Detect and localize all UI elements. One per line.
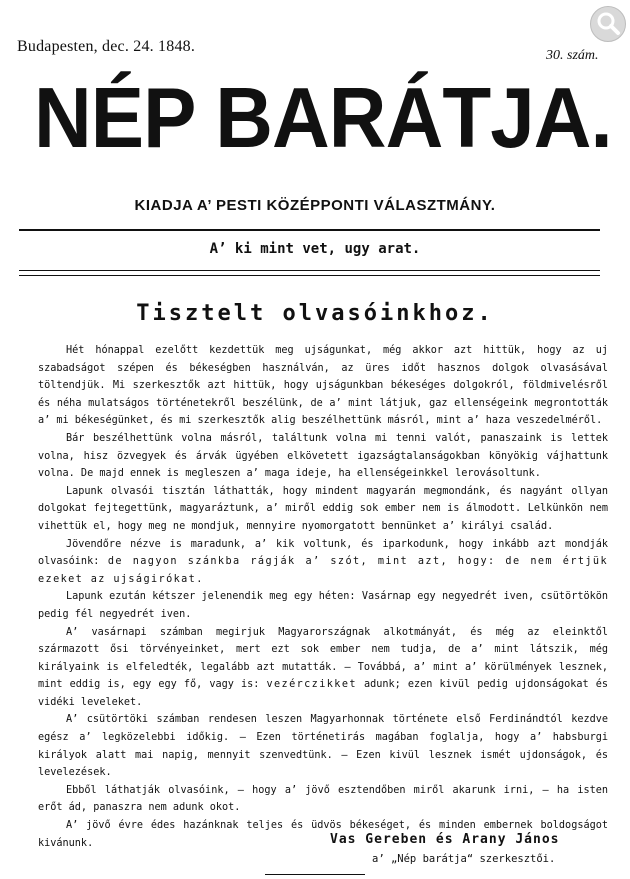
paragraph: A’ csütörtöki számban rendesen leszen Magyarhonnak története első Ferdinándtól kezdve egész a’ legközelebbi időkig. — Ezen történetirás magában foglalja, hogy a’ habsburgi királyok alatt mai napig, mennyit szenvedtünk. — Ezen kivül lesznek ismét ujdonságok, és levelezések. <box>38 714 608 779</box>
paragraph <box>38 624 608 712</box>
paragraph: Ebből láthatják olvasóink, — hogy a’ jövő esztendőben miről akarunk irni, — ha isten erőt ád, panaszra nem adunk okot. <box>38 784 608 814</box>
issue-date: Budapesten, dec. 24. 1848. <box>17 38 196 55</box>
paragraph: Hét hónappal ezelőtt kezdettük meg ujságunkat, még akkor azt hittük, hogy az uj szabadságot szépen és békeségben használván, az üres időt hasznos dolgok olvasásával töltendjük. Mi szerkesztők azt hittük, hogy ujságunkban békeséges dolgokról, földmivelésről és néha mulatságos történetekről beszélünk, de a’ mint látjuk, gaz ellenségeink megrontották a’ mi békeségünket, és mi szerkesztők alig beszélhettünk másról, mint a’ haza veszedelméről. <box>38 345 608 427</box>
zoom-button[interactable] <box>590 6 626 42</box>
magnifier-icon <box>591 7 625 41</box>
emphasized-text: vezérczikket <box>266 679 357 691</box>
paragraph: Lapunk ezután kétszer jelenendik meg egy héten: Vasárnap egy negyedrét iven, csütörtökön pedig fél negyedrét iven. <box>38 591 608 620</box>
emphasized-text: de nagyon szánkba rágják a’ szót, mint azt, hogy: de nem értjük ezeket az ujságirókat. <box>38 556 608 585</box>
paragraph-text: adunk; ezen kivül pedig ujdonságokat és vidéki leveleket. <box>38 679 608 708</box>
publisher-line: KIADJA A’ PESTI KÖZÉPPONTI VÁLASZTMÁNY. <box>134 197 496 214</box>
rule-bottom <box>265 874 365 875</box>
signature-names: Vas Gereben és Arany János <box>330 832 560 847</box>
signature-role: a’ „Nép barátja“ szerkesztői. <box>372 853 556 865</box>
paragraph: A’ jövő évre édes hazánknak teljes és üdvös békeséget, és minden embernek boldogságot kivánunk. <box>38 820 608 849</box>
article-body <box>38 342 608 852</box>
motto: A’ ki mint vet, ugy arat. <box>209 241 421 257</box>
issue-number: 30. szám. <box>546 48 599 63</box>
paragraph-text: Jövendőre nézve is maradunk, a’ kik voltunk, és iparkodunk, hogy inkább azt mondják olvasóink: <box>38 538 608 568</box>
masthead-title: NÉP BARÁTJA. <box>34 71 612 166</box>
paragraph-text: A’ vasárnapi számban megirjuk Magyarországnak alkotmányát, és még az eleinktől származott ősi törvényeinket, mert ezt sok ember nem tudja, de a’ mint látszik, még királyaink is elfeledték, legalább azt mutatták. — Továbbá, a’ mint a’ körülmények lesznek, mint eddig is, egy egy fő, vagy is: <box>38 626 608 691</box>
paragraph: Bár beszélhettünk volna másról, találtunk volna mi tenni valót, panaszaink is lettek volna, hisz özvegyek és árvák ügyében elkövetett igazságtalanságokban könyökig vájhattunk volna. De majd ennek is megleszen a’ maga ideje, ha ellenségeinkkel lerovásoltunk. <box>38 432 608 480</box>
article-heading: Tisztelt olvasóinkhoz. <box>136 301 494 326</box>
paragraph: Lapunk olvasói tisztán láthatták, hogy mindent magyarán megmondánk, és nagyánt ollyan dolgokat fejtegettünk, magyaráztunk, a’ miről eddig sok ember nem is álmodott. Lelkünkön nem vihettük el, hogy meg ne mondjuk, mennyire nyomorgatott bennünket a’ királyi család. <box>38 485 608 532</box>
rule-top <box>19 229 600 231</box>
paragraph <box>38 536 608 589</box>
rule-mid-2 <box>19 275 600 276</box>
rule-mid-1 <box>19 270 600 271</box>
